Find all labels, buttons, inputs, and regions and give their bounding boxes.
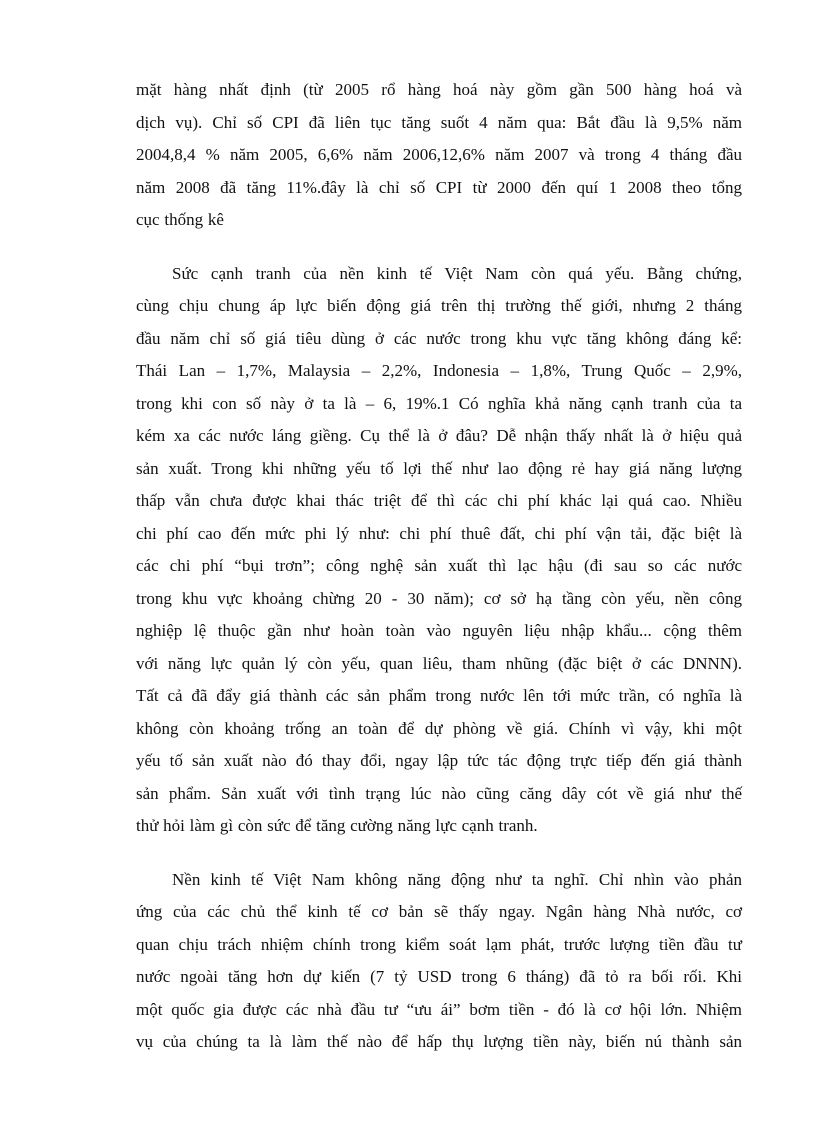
paragraph-3 (136, 864, 742, 1059)
text-line: một quốc gia được các nhà đầu tư “ưu ái” bơm tiền - đó là cơ hội lớn. Nhiệm (136, 999, 742, 1019)
text-line: trong khi con số này ở ta là – 6, 19%.1 Có nghĩa khả năng cạnh tranh của ta (136, 393, 742, 413)
text-line: yếu tố sản xuất nào đó thay đổi, ngay lập tức tác động trực tiếp đến giá thành (136, 751, 742, 770)
text-line: không còn khoảng trống an toàn để dự phòng về giá. Chính vì vậy, khi một (136, 718, 742, 738)
paragraph-1 (136, 74, 742, 237)
text-line: 2004,8,4 % năm 2005, 6,6% năm 2006,12,6% năm 2007 và trong 4 tháng đầu (136, 145, 742, 164)
text-line: Tất cả đã đẩy giá thành các sản phẩm trong nước lên tới mức trần, có nghĩa là (136, 686, 742, 705)
text-line: cùng chịu chung áp lực biến động giá trên thị trường thế giới, nhưng 2 tháng (136, 296, 742, 315)
text-line: nước ngoài tăng hơn dự kiến (7 tỷ USD trong 6 tháng) đã tỏ ra bối rối. Khi (136, 967, 742, 986)
text-line: dịch vụ). Chỉ số CPI đã liên tục tăng suốt 4 năm qua: Bắt đầu là 9,5% năm (136, 112, 742, 132)
text-line: với năng lực quản lý còn yếu, quan liêu, tham nhũng (đặc biệt ở các DNNN). (136, 653, 742, 673)
text-line: Thái Lan – 1,7%, Malaysia – 2,2%, Indonesia – 1,8%, Trung Quốc – 2,9%, (136, 361, 742, 380)
text-line: Nền kinh tế Việt Nam không năng động như ta nghĩ. Chỉ nhìn vào phản (172, 869, 742, 889)
text-line: ứng của các chủ thể kinh tế cơ bản sẽ thấy ngay. Ngân hàng Nhà nước, cơ (136, 902, 742, 921)
text-line: trong khu vực khoảng chừng 20 - 30 năm); cơ sở hạ tầng còn yếu, nền công (136, 588, 742, 608)
text-line: thử hỏi làm gì còn sức để tăng cường năng lực cạnh tranh. (136, 816, 538, 835)
text-line: kém xa các nước láng giềng. Cụ thể là ở đâu? Dễ nhận thấy nhất là ở hiệu quả (136, 426, 742, 445)
text-line: các chi phí “bụi trơn”; công nghệ sản xuất thì lạc hậu (đi sau so các nước (136, 556, 742, 575)
text-line: vụ của chúng ta là làm thế nào để hấp thụ lượng tiền này, biến nú thành sản (136, 1032, 742, 1051)
text-line: cục thống kê (136, 210, 224, 229)
text-line: thấp vẫn chưa được khai thác triệt để thì các chi phí khác lại quá cao. Nhiều (136, 491, 742, 510)
text-line: sản phẩm. Sản xuất với tình trạng lúc nào cũng căng dây cót về giá như thế (136, 783, 742, 803)
text-line: nghiệp lệ thuộc gần như hoàn toàn vào nguyên liệu nhập khẩu... cộng thêm (136, 621, 742, 640)
text-line: năm 2008 đã tăng 11%.đây là chỉ số CPI từ 2000 đến quí 1 2008 theo tổng (136, 177, 742, 197)
document-body (136, 74, 742, 1059)
text-line: mặt hàng nhất định (từ 2005 rổ hàng hoá này gồm gần 500 hàng hoá và (136, 80, 742, 99)
text-line: chi phí cao đến mức phi lý như: chi phí thuê đất, chi phí vận tải, đặc biệt là (136, 523, 742, 543)
text-line: sản xuất. Trong khi những yếu tố lợi thế như lao động rẻ hay giá năng lượng (136, 458, 742, 478)
text-line: đầu năm chỉ số giá tiêu dùng ở các nước trong khu vực tăng không đáng kể: (136, 328, 742, 348)
text-line: quan chịu trách nhiệm chính trong kiểm soát lạm phát, trước lượng tiền đầu tư (136, 934, 742, 954)
text-line: Sức cạnh tranh của nền kinh tế Việt Nam còn quá yếu. Bằng chứng, (172, 263, 742, 283)
paragraph-2 (136, 258, 742, 843)
